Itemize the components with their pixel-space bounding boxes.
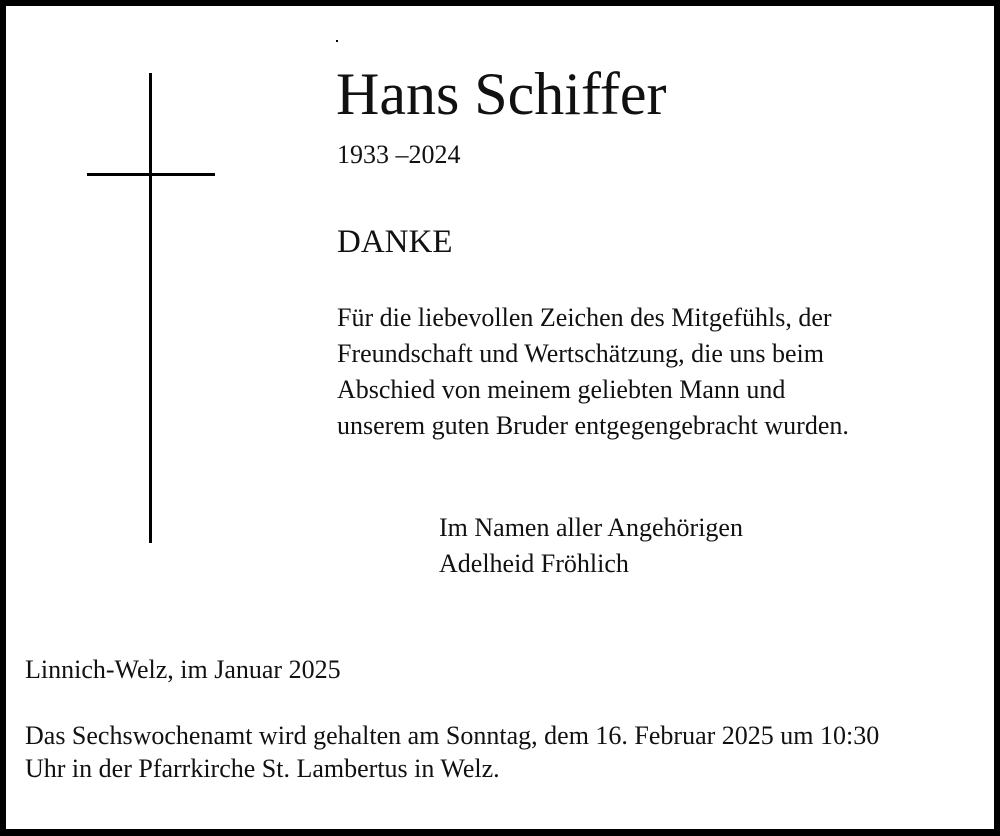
message-line: unserem guten Bruder entgegengebracht wurden. bbox=[337, 411, 849, 440]
life-years: 1933 –2024 bbox=[337, 140, 461, 169]
service-announcement bbox=[25, 719, 879, 785]
deceased-name: Hans Schiffer bbox=[336, 61, 667, 127]
service-line: Das Sechswochenamt wird gehalten am Sonntag, dem 16. Februar 2025 um 10:30 bbox=[25, 721, 880, 750]
signature-line: Adelheid Fröhlich bbox=[439, 549, 629, 578]
cross-horizontal-bar bbox=[87, 173, 215, 176]
decorative-dot bbox=[336, 40, 338, 42]
service-line: Uhr in der Pfarrkirche St. Lambertus in Welz. bbox=[25, 754, 500, 783]
signature-block bbox=[439, 510, 743, 582]
cross-vertical-bar bbox=[149, 73, 152, 543]
signature-line: Im Namen aller Angehörigen bbox=[439, 513, 743, 542]
message-line: Für die liebevollen Zeichen des Mitgefühls, der bbox=[337, 303, 832, 332]
message-line: Freundschaft und Wertschätzung, die uns beim bbox=[337, 339, 824, 368]
thank-you-message bbox=[337, 300, 849, 444]
thank-you-heading: DANKE bbox=[337, 224, 453, 260]
place-and-date: Linnich-Welz, im Januar 2025 bbox=[25, 655, 341, 684]
message-line: Abschied von meinem geliebten Mann und bbox=[337, 375, 786, 404]
